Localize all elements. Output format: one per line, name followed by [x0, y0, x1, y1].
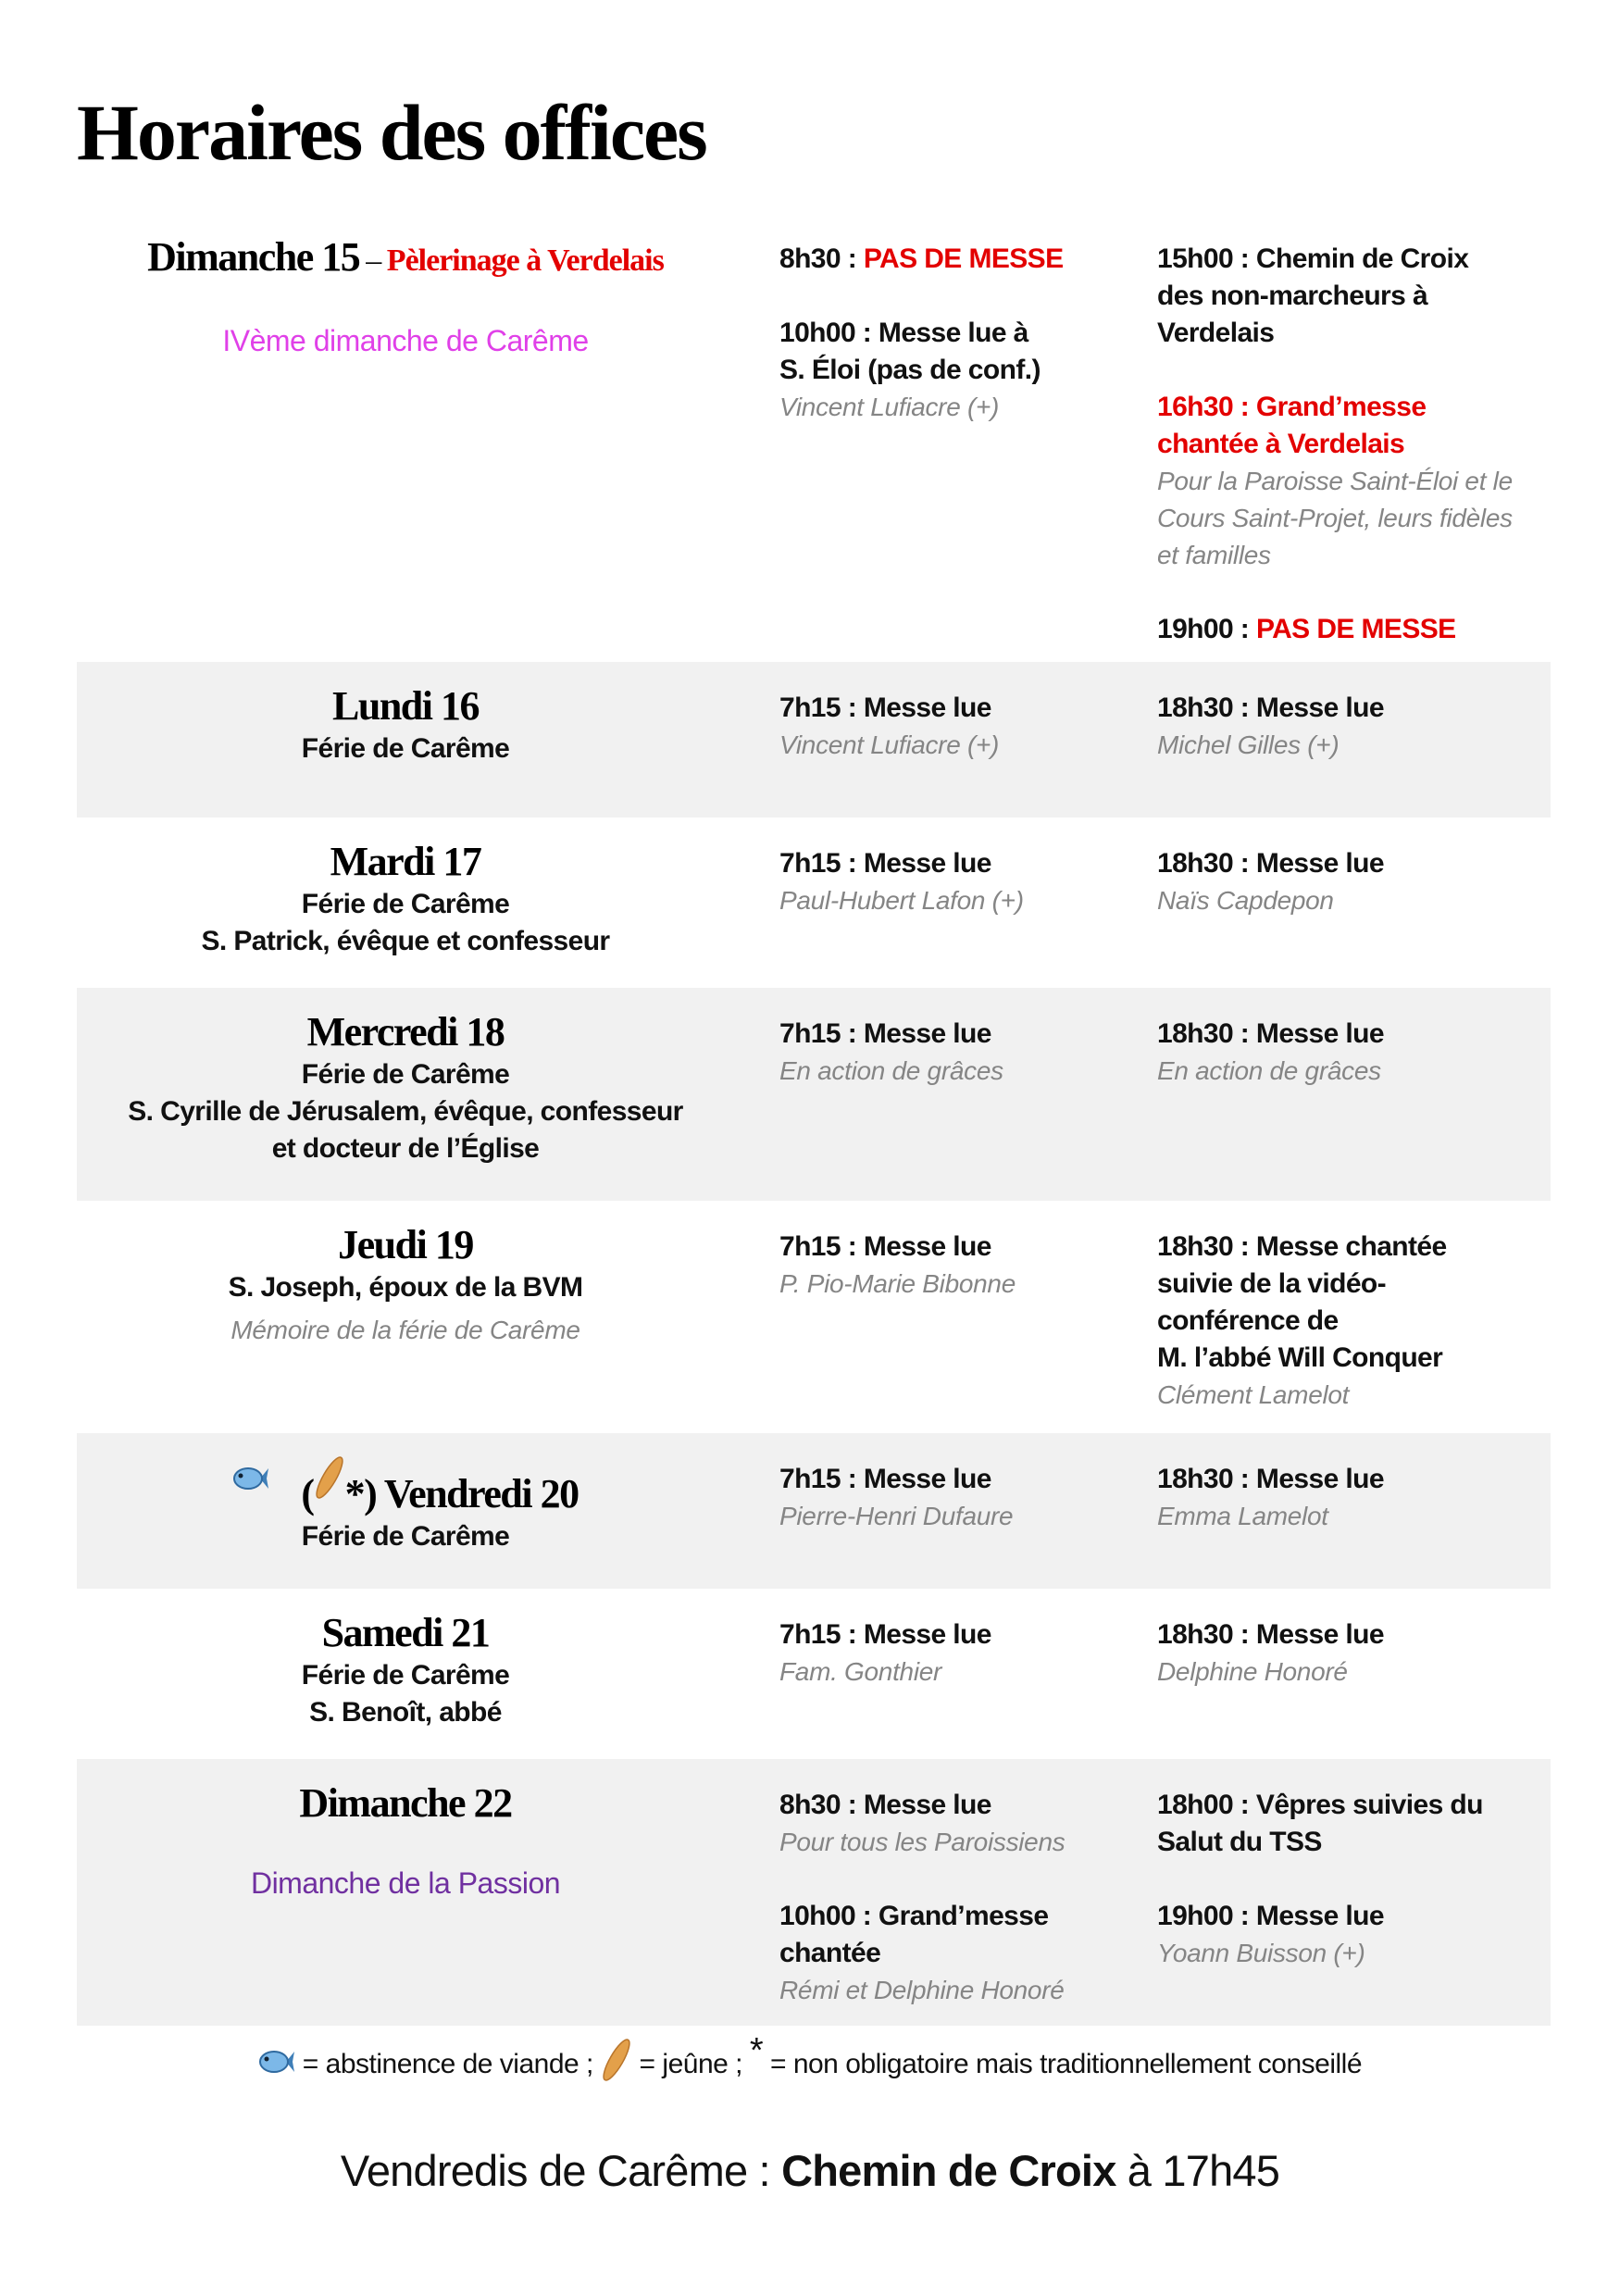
fish-icon — [232, 1457, 269, 1505]
liturgical-sunday: Dimanche de la Passion — [250, 1866, 561, 1900]
pilgrimage-label: Pèlerinage à Verdelais — [386, 243, 664, 278]
service-text: des non-marcheurs à — [1157, 281, 1428, 311]
fish-icon — [258, 2042, 295, 2089]
service-entry — [1157, 1898, 1546, 1972]
evening-services — [1157, 1787, 1546, 1972]
service-line — [779, 1616, 1150, 1653]
service-entry — [1157, 241, 1546, 352]
service-entry — [1157, 845, 1546, 919]
morning-services — [779, 1616, 1150, 1691]
service-entry — [1157, 1229, 1546, 1414]
service-entry — [1157, 1616, 1546, 1691]
day-row — [77, 988, 1551, 1201]
service-text: suivie de la vidéo- — [1157, 1268, 1387, 1299]
service-entry — [1157, 1461, 1546, 1535]
day-row — [77, 1759, 1551, 2026]
footer-bold: Chemin de Croix — [781, 2146, 1116, 2195]
service-entry — [779, 1016, 1150, 1090]
liturgical-note: Mémoire de la férie de Carême — [231, 1316, 580, 1344]
alert-text: PAS DE MESSE — [863, 243, 1064, 274]
liturgical-line: S. Joseph, époux de la BVM — [228, 1272, 583, 1303]
alert-text: PAS DE MESSE — [1255, 614, 1456, 644]
footer-suffix: à 17h45 — [1115, 2146, 1280, 2195]
day-row — [77, 1433, 1551, 1589]
baguette-icon — [601, 2037, 632, 2094]
liturgical-line: S. Patrick, évêque et confesseur — [201, 926, 610, 956]
evening-services — [1157, 241, 1546, 648]
service-entry — [779, 845, 1150, 919]
service-line — [1157, 389, 1546, 426]
service-entry — [779, 1616, 1150, 1691]
intention-note: Rémi et Delphine Honoré — [779, 1976, 1065, 2004]
morning-services — [779, 1016, 1150, 1090]
day-heading — [77, 1454, 734, 1518]
service-entry — [779, 1461, 1150, 1535]
service-line — [1157, 1787, 1546, 1824]
intention-note: Emma Lamelot — [1157, 1502, 1328, 1530]
service-entry — [779, 315, 1150, 426]
liturgical-line: S. Benoît, abbé — [309, 1697, 502, 1728]
service-line — [1157, 241, 1546, 278]
service-line — [1157, 1016, 1546, 1053]
service-text: 8h30 : — [779, 243, 864, 274]
intention-note: En action de grâces — [779, 1056, 1003, 1085]
intention-note: Clément Lamelot — [1157, 1380, 1350, 1409]
morning-services — [779, 1787, 1150, 2009]
day-name: Jeudi 19 — [338, 1222, 473, 1267]
service-line — [1157, 845, 1546, 882]
service-line — [1157, 611, 1546, 648]
prefix-open: ( — [301, 1471, 314, 1516]
evening-services — [1157, 1616, 1546, 1691]
service-line — [1157, 1340, 1546, 1377]
day-cell — [77, 1454, 734, 1555]
day-cell — [77, 233, 734, 359]
service-text: 7h15 : Messe lue — [779, 1464, 991, 1494]
legend-star-text: = non obligatoire mais traditionnellement conseillé — [763, 2048, 1363, 2079]
service-line — [779, 315, 1150, 352]
day-heading — [77, 682, 734, 730]
service-line — [779, 1461, 1150, 1498]
service-entry — [1157, 690, 1546, 764]
day-heading — [77, 1221, 734, 1269]
service-line — [1157, 1303, 1546, 1340]
day-heading — [77, 1779, 734, 1828]
day-row — [77, 1201, 1551, 1433]
service-line — [779, 352, 1150, 389]
service-text: 18h30 : Messe lue — [1157, 848, 1384, 879]
asterisk-symbol: * — [749, 2030, 764, 2070]
intention-note: Vincent Lufiacre (+) — [779, 393, 1000, 421]
intention-note: Pour tous les Paroissiens — [779, 1828, 1065, 1856]
day-name: Vendredi 20 — [383, 1471, 579, 1516]
service-entry — [1157, 1016, 1546, 1090]
day-name: Samedi 21 — [321, 1610, 490, 1655]
page-title: Horaires des offices — [77, 88, 706, 177]
service-line — [779, 241, 1150, 278]
service-text: chantée — [779, 1938, 881, 1968]
service-text: 15h00 : Chemin de Croix — [1157, 243, 1469, 274]
service-text: Salut du TSS — [1157, 1827, 1322, 1857]
service-text: S. Éloi (pas de conf.) — [779, 355, 1041, 385]
service-text: 18h30 : Messe lue — [1157, 1018, 1384, 1049]
day-name: Dimanche 15 — [147, 234, 360, 280]
intention-note: Pour la Paroisse Saint-Éloi et le — [1157, 467, 1513, 495]
evening-services — [1157, 690, 1546, 764]
service-text: 10h00 : Grand’messe — [779, 1901, 1049, 1931]
intention-note: Paul-Hubert Lafon (+) — [779, 886, 1024, 915]
service-line — [1157, 1898, 1546, 1935]
service-entry — [779, 241, 1150, 278]
intention-note: Fam. Gonthier — [779, 1657, 942, 1686]
day-cell — [77, 838, 734, 960]
service-entry — [1157, 389, 1546, 574]
service-text: 10h00 : Messe lue à — [779, 318, 1028, 348]
day-row — [77, 222, 1551, 662]
service-text: 7h15 : Messe lue — [779, 693, 991, 723]
liturgical-line: Férie de Carême — [301, 733, 510, 764]
service-line — [1157, 1616, 1546, 1653]
service-line — [1157, 1824, 1546, 1861]
day-name: Mardi 17 — [330, 839, 481, 884]
intention-note: En action de grâces — [1157, 1056, 1381, 1085]
intention-note: Delphine Honoré — [1157, 1657, 1348, 1686]
day-name: Dimanche 22 — [299, 1780, 512, 1826]
service-line — [1157, 1229, 1546, 1266]
service-text: 18h00 : Vêpres suivies du — [1157, 1790, 1483, 1820]
intention-note: et familles — [1157, 541, 1271, 569]
evening-services — [1157, 1461, 1546, 1535]
alert-text: chantée à Verdelais — [1157, 429, 1405, 459]
service-line — [779, 690, 1150, 727]
service-line — [779, 1935, 1150, 1972]
day-name: Mercredi 18 — [306, 1009, 505, 1054]
service-entry — [779, 1229, 1150, 1303]
day-row — [77, 817, 1551, 988]
service-line — [1157, 1266, 1546, 1303]
intention-note: P. Pio-Marie Bibonne — [779, 1269, 1016, 1298]
day-row — [77, 662, 1551, 817]
day-cell — [77, 1221, 734, 1349]
baguette-icon — [314, 1454, 345, 1513]
service-line — [779, 845, 1150, 882]
intention-note: Cours Saint-Projet, leurs fidèles — [1157, 504, 1513, 532]
day-heading — [77, 838, 734, 886]
intention-note: Michel Gilles (+) — [1157, 730, 1340, 759]
service-line — [779, 1016, 1150, 1053]
legend-fish-text: = abstinence de viande ; — [294, 2048, 601, 2079]
service-entry — [779, 1787, 1150, 1861]
liturgical-line: Férie de Carême — [301, 1059, 510, 1090]
day-heading — [77, 1609, 734, 1657]
service-entry — [779, 1898, 1150, 2009]
service-line — [779, 1787, 1150, 1824]
liturgical-line: et docteur de l’Église — [271, 1133, 540, 1164]
service-entry — [779, 690, 1150, 764]
service-text: 8h30 : Messe lue — [779, 1790, 991, 1820]
service-line — [1157, 1461, 1546, 1498]
day-cell — [77, 1779, 734, 1902]
service-text: 18h30 : Messe lue — [1157, 1464, 1384, 1494]
service-line — [1157, 278, 1546, 315]
evening-services — [1157, 1229, 1546, 1414]
evening-services — [1157, 1016, 1546, 1090]
day-cell — [77, 1008, 734, 1167]
service-text: 7h15 : Messe lue — [779, 1619, 991, 1650]
service-line — [1157, 690, 1546, 727]
service-text: 19h00 : Messe lue — [1157, 1901, 1384, 1931]
legend — [0, 2030, 1620, 2094]
liturgical-line: S. Cyrille de Jérusalem, évêque, confesseur — [128, 1096, 683, 1127]
service-text: 18h30 : Messe chantée — [1157, 1231, 1447, 1262]
dash: – — [359, 243, 387, 278]
legend-bread-text: = jeûne ; — [631, 2048, 750, 2079]
intention-note: Pierre-Henri Dufaure — [779, 1502, 1014, 1530]
service-text: 18h30 : Messe lue — [1157, 1619, 1384, 1650]
morning-services — [779, 1229, 1150, 1303]
liturgical-line: Férie de Carême — [301, 1660, 510, 1691]
service-entry — [1157, 611, 1546, 648]
intention-note: Yoann Buisson (+) — [1157, 1939, 1365, 1967]
service-line — [1157, 426, 1546, 463]
liturgical-line: Férie de Carême — [301, 889, 510, 919]
day-heading — [77, 1008, 734, 1056]
morning-services — [779, 690, 1150, 764]
schedule-table — [77, 222, 1551, 2026]
service-line — [779, 1229, 1150, 1266]
morning-services — [779, 1461, 1150, 1535]
day-name: Lundi 16 — [332, 683, 479, 729]
evening-services — [1157, 845, 1546, 919]
day-cell — [77, 682, 734, 767]
morning-services — [779, 241, 1150, 426]
prefix-close: *) — [344, 1471, 384, 1516]
service-text: 18h30 : Messe lue — [1157, 693, 1384, 723]
footer-prefix: Vendredis de Carême : — [340, 2146, 782, 2195]
intention-note: Vincent Lufiacre (+) — [779, 730, 1000, 759]
service-text: Verdelais — [1157, 318, 1275, 348]
morning-services — [779, 845, 1150, 919]
service-text: 7h15 : Messe lue — [779, 1018, 991, 1049]
day-row — [77, 1589, 1551, 1759]
intention-note: Naïs Capdepon — [1157, 886, 1334, 915]
service-entry — [1157, 1787, 1546, 1861]
service-text: 7h15 : Messe lue — [779, 1231, 991, 1262]
service-line — [1157, 315, 1546, 352]
liturgical-line: Férie de Carême — [301, 1521, 510, 1552]
footer-note — [0, 2143, 1620, 2199]
service-text: conférence de — [1157, 1305, 1339, 1336]
service-text: M. l’abbé Will Conquer — [1157, 1342, 1443, 1373]
alert-text: 16h30 : Grand’messe — [1157, 392, 1427, 422]
service-text: 7h15 : Messe lue — [779, 848, 991, 879]
service-text: 19h00 : — [1157, 614, 1256, 644]
service-line — [779, 1898, 1150, 1935]
day-cell — [77, 1609, 734, 1731]
day-heading — [77, 233, 734, 285]
liturgical-sunday: IVème dimanche de Carême — [222, 324, 589, 357]
